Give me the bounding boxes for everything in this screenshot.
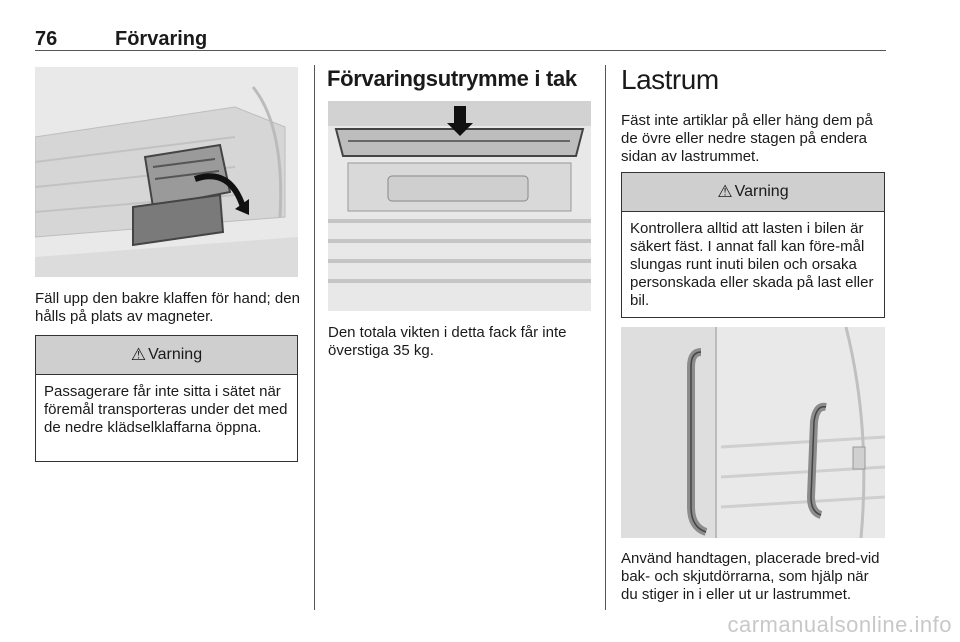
warning-text: Kontrollera alltid att lasten i bilen är säkert fäst. I annat fall kan före-mål slungas runt inuti bilen och orsaka personskada eller skada på last eller bil. bbox=[630, 220, 874, 309]
column-divider bbox=[605, 65, 606, 610]
watermark: carmanualsonline.info bbox=[727, 612, 952, 637]
section-heading: Förvaringsutrymme i tak bbox=[327, 66, 577, 91]
warning-header bbox=[36, 336, 297, 375]
cargo-intro: Fäst inte artiklar på eller häng dem på de övre eller nedre stagen på endera sidan av lastrummet. bbox=[621, 112, 873, 165]
warning-box bbox=[35, 335, 298, 462]
warning-box bbox=[621, 172, 885, 318]
warning-title: Varning bbox=[734, 183, 789, 200]
cargo-caption: Använd handtagen, placerade bred-vid bak- och skjutdörrarna, som hjälp när du stiger in i eller ut ur lastrummet. bbox=[621, 550, 880, 603]
flap-caption: Fäll upp den bakre klaffen för hand; den hålls på plats av magneter. bbox=[35, 290, 300, 325]
roof-caption: Den totala vikten i detta fack får inte överstiga 35 kg. bbox=[328, 324, 567, 359]
section-heading: Lastrum bbox=[621, 64, 719, 95]
rear-seat-flap-image bbox=[35, 67, 298, 277]
page-number: 76 bbox=[35, 28, 58, 50]
header-rule bbox=[35, 50, 886, 51]
warning-header bbox=[622, 173, 884, 212]
cargo-handles-image bbox=[621, 327, 885, 538]
page-title: Förvaring bbox=[115, 28, 208, 50]
warning-triangle-icon: ⚠ bbox=[130, 345, 147, 364]
column-divider bbox=[314, 65, 315, 610]
roof-storage-image bbox=[328, 101, 591, 311]
warning-title: Varning bbox=[148, 346, 203, 363]
warning-triangle-icon: ⚠ bbox=[717, 182, 733, 201]
warning-text: Passagerare får inte sitta i sätet när föremål transporteras under det med de nedre klädselklaffarna öppna. bbox=[44, 383, 288, 436]
